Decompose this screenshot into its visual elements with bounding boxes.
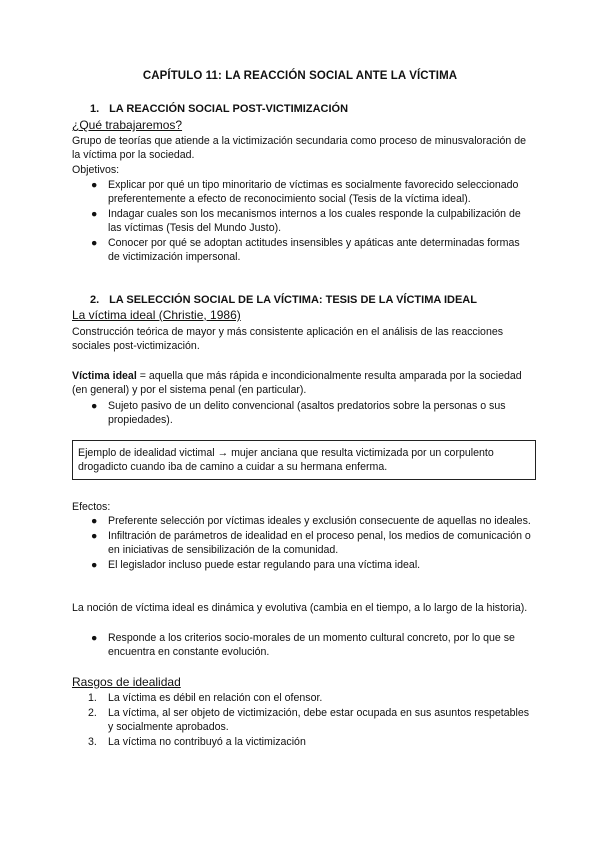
bullet-icon: ●: [91, 179, 98, 191]
bullet-icon: ●: [91, 530, 98, 542]
list-item: ● Infiltración de parámetros de idealidad en el proceso penal, los medios de comunicación o en iniciativas de sensibilización de la comunidad.: [91, 530, 531, 556]
ideal-victim-definition: [72, 369, 534, 397]
section-2-heading: [90, 294, 477, 306]
bullet-icon: ●: [91, 632, 98, 644]
bullet-icon: ●: [91, 515, 98, 527]
section-1-intro: Grupo de teorías que atiende a la victimización secundaria como proceso de minusvaloración de la víctima por la sociedad.: [72, 135, 527, 161]
section-2-number: 2.: [90, 294, 100, 306]
definition-term: Víctima ideal: [72, 370, 137, 382]
dynamic-paragraph: La noción de víctima ideal es dinámica y evolutiva (cambia en el tiempo, a lo largo de la historia).: [72, 602, 528, 614]
section-2-subheading: La víctima ideal (Christie, 1986): [72, 308, 241, 322]
example-box: Ejemplo de idealidad victimal → mujer anciana que resulta victimizada por un corpulento drogadicto cuando iba de camino a cuidar a su hermana enferma.: [72, 440, 536, 480]
list-item: 2. La víctima, al ser objeto de victimización, debe estar ocupada en sus asuntos respetables y socialmente aprobados.: [88, 707, 530, 733]
traits-list: [88, 691, 534, 750]
bullet-icon: ●: [91, 237, 98, 249]
definition-text: = aquella que más rápida e incondicionalmente resulta amparada por la sociedad (en general) y por el sistema penal (en particular).: [72, 370, 522, 396]
bullet-icon: ●: [91, 400, 98, 412]
list-item: ● Indagar cuales son los mecanismos internos a los cuales responde la culpabilización de las víctimas (Tesis del Mundo Justo).: [91, 208, 521, 234]
section-1-number: 1.: [90, 103, 100, 115]
bullet-icon: ●: [91, 208, 98, 220]
section-2-intro: Construcción teórica de mayor y más consistente aplicación en el análisis de las reacciones sociales post-victimización.: [72, 326, 504, 352]
chapter-title: CAPÍTULO 11: LA REACCIÓN SOCIAL ANTE LA VÍCTIMA: [142, 70, 458, 82]
list-item: ● Preferente selección por víctimas ideales y exclusión consecuente de aquellas no ideales.: [91, 515, 531, 527]
list-item: 3. La víctima no contribuyó a la victimización: [88, 736, 306, 748]
effects-list: [88, 514, 534, 573]
dynamic-bullets: [88, 631, 534, 660]
list-item: 1. La víctima es débil en relación con el ofensor.: [88, 692, 323, 704]
effects-label: Efectos:: [72, 501, 111, 513]
list-item: ● Conocer por qué se adoptan actitudes insensibles y apáticas ante determinadas formas de victimización impersonal.: [91, 237, 520, 263]
definition-bullets: [88, 399, 534, 428]
section-1-heading: [90, 103, 348, 115]
list-item: ● Sujeto pasivo de un delito convencional (asaltos predatorios sobre la personas o sus propiedades).: [91, 400, 506, 426]
objectives-list: [88, 178, 534, 265]
bullet-icon: ●: [91, 559, 98, 571]
section-1-subheading: ¿Qué trabajaremos?: [72, 118, 183, 132]
section-1-title: LA REACCIÓN SOCIAL POST-VICTIMIZACIÓN: [109, 103, 349, 115]
list-item: ● Explicar por qué un tipo minoritario de víctimas es socialmente favorecido seleccionado preferentemente a efecto de reconocimiento social (Tesis de la víctima ideal).: [91, 179, 519, 205]
objectives-label: Objetivos:: [72, 164, 120, 176]
list-item: ● Responde a los criterios socio-morales de un momento cultural concreto, por lo que se encuentra en constante evolución.: [91, 632, 515, 658]
list-item: ● El legislador incluso puede estar regulando para una víctima ideal.: [91, 559, 421, 571]
section-2-title: LA SELECCIÓN SOCIAL DE LA VÍCTIMA: TESIS DE LA VÍCTIMA IDEAL: [109, 294, 477, 306]
traits-subheading: Rasgos de idealidad: [72, 675, 181, 689]
